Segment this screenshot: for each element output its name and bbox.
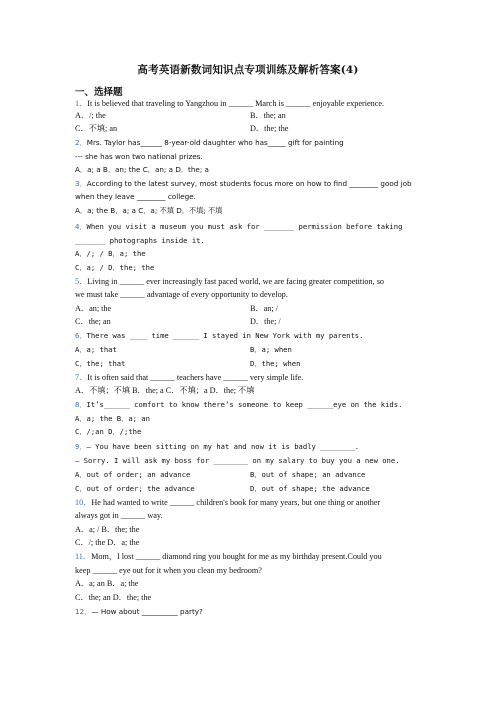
question-text: A．/; / B．a; the — [75, 249, 146, 258]
option-left: C．out of order; the advance — [75, 484, 195, 493]
question-text: Mrs. Taylor has______ 8-year-old daughter who has_____ gift for painting — [86, 138, 344, 147]
section-heading: 一、选择题 — [75, 87, 123, 98]
question-line — [75, 178, 425, 189]
question-line — [75, 330, 425, 341]
question-line — [75, 606, 425, 617]
question-number: 1． — [75, 99, 88, 108]
question-line — [75, 221, 425, 232]
option-left: C．不填; an — [75, 124, 118, 133]
option-left: A．a; that — [75, 345, 117, 354]
question-text: --- she has won two national prizes. — [75, 152, 203, 161]
question-number: 6． — [75, 331, 87, 340]
question-text: When you visit a museum you must ask for _______ permission before taking — [86, 222, 403, 231]
question-line — [75, 399, 425, 410]
option-right: B．an; / — [250, 304, 278, 313]
question-line — [75, 151, 425, 162]
question-line — [75, 262, 425, 273]
option-right: D．the; when — [250, 359, 301, 368]
question-text: It is believed that traveling to Yangzhou in ______ March is ______ enjoyable experience. — [87, 99, 385, 108]
question-line — [75, 137, 425, 148]
question-line — [75, 248, 425, 259]
option-left: C．the; that — [75, 359, 126, 368]
question-line — [75, 385, 425, 396]
question-line — [75, 578, 425, 589]
question-line — [75, 455, 425, 466]
question-text: A．a; / B．the; the — [75, 525, 140, 534]
question-line — [75, 551, 425, 562]
question-line — [75, 289, 425, 300]
question-text: C．/; the D．a; the — [75, 538, 140, 547]
question-line — [75, 372, 425, 383]
question-text: — How about __________ party? — [91, 607, 203, 616]
question-text: He had wanted to write ______ children's book for many years, but one thing or another — [91, 498, 381, 507]
option-right: D．out of shape; the advance — [250, 484, 370, 493]
question-text: Living in ______ ever increasingly fast paced world, we are facing greater competition, so — [87, 277, 384, 286]
question-number: 11． — [75, 552, 92, 561]
question-line — [75, 497, 425, 508]
question-number: 5． — [75, 277, 88, 286]
question-text: A．a; the B．a; an — [75, 414, 150, 423]
question-text: A．不填；不填 B．the; a C．不填；a D．the; 不填 — [75, 386, 255, 395]
question-line — [75, 276, 425, 287]
question-text: we must take ______ advantage of every opportunity to develop. — [75, 290, 288, 299]
question-line — [75, 537, 425, 548]
question-line — [75, 235, 425, 246]
question-line — [75, 524, 425, 535]
question-line — [75, 123, 425, 134]
question-line — [75, 592, 425, 603]
option-right: B．the; an — [250, 111, 286, 120]
question-text: There was ____ time ______ I stayed in New York with my parents. — [86, 331, 364, 340]
question-text: when they leave ________ college. — [75, 192, 196, 201]
option-left: A．an; the — [75, 304, 112, 313]
question-text: — You have been sitting on my hat and now it is badly ________. — [86, 442, 360, 451]
question-line — [75, 510, 425, 521]
question-number: 2． — [75, 138, 87, 147]
question-number: 8． — [75, 400, 87, 409]
question-line — [75, 164, 425, 175]
question-text: Mom，I lost ______ diamond ring you bought for me as my birthday present.Could you — [91, 552, 382, 561]
question-number: 12． — [75, 607, 92, 616]
question-text: It’s______ comfort to know there’s someone to keep ______eye on the kids. — [86, 400, 403, 409]
question-line — [75, 344, 425, 355]
question-line — [75, 205, 425, 216]
question-text: According to the latest survey, most students focus more on how to find ________ good job — [86, 179, 412, 188]
question-number: 4． — [75, 222, 87, 231]
page-title: 高考英语新数词知识点专项训练及解析答案(4) — [137, 64, 359, 76]
question-line — [75, 110, 425, 121]
question-line — [75, 316, 425, 327]
question-number: 7． — [75, 373, 88, 382]
question-line — [75, 303, 425, 314]
question-line — [75, 441, 425, 452]
question-line — [75, 565, 425, 576]
question-line — [75, 483, 425, 494]
question-line — [75, 426, 425, 437]
question-line — [75, 191, 425, 202]
question-line — [75, 413, 425, 424]
option-right: B．a; when — [250, 345, 292, 354]
option-right: D．the; / — [250, 317, 281, 326]
option-left: A．out of order; an advance — [75, 470, 191, 479]
question-line — [75, 98, 425, 109]
option-left: A．/; the — [75, 111, 106, 120]
question-text: It is often said that ______ teachers have ______ very simple life. — [87, 373, 304, 382]
question-text: keep ______ eye out for it when you clean my bedroom? — [75, 566, 262, 575]
question-number: 3． — [75, 179, 87, 188]
option-right: B．out of shape; an advance — [250, 470, 366, 479]
question-line — [75, 469, 425, 480]
question-text: A．a; an B．a; the — [75, 579, 139, 588]
option-left: C．the; an — [75, 317, 111, 326]
question-number: 10． — [75, 498, 92, 507]
option-right: D．the; the — [250, 124, 289, 133]
question-text: _______ photographs inside it. — [75, 236, 205, 245]
question-text: C．the; an D．the; the — [75, 593, 152, 602]
question-text: — Sorry. I will ask my boss for ________ on my salary to buy you a new one. — [75, 456, 400, 465]
question-text: A．a; the B．a; a C．a; 不填 D．不填; 不填 — [75, 206, 223, 215]
question-text: C．/;an D．/;the — [75, 427, 142, 436]
question-line — [75, 358, 425, 369]
question-text: A．a; a B．an; the C．an; a D．the; a — [75, 165, 209, 174]
question-text: C．a; / D．the; the — [75, 263, 155, 272]
question-text: always got in ______ way. — [75, 511, 163, 520]
question-number: 9． — [75, 442, 87, 451]
